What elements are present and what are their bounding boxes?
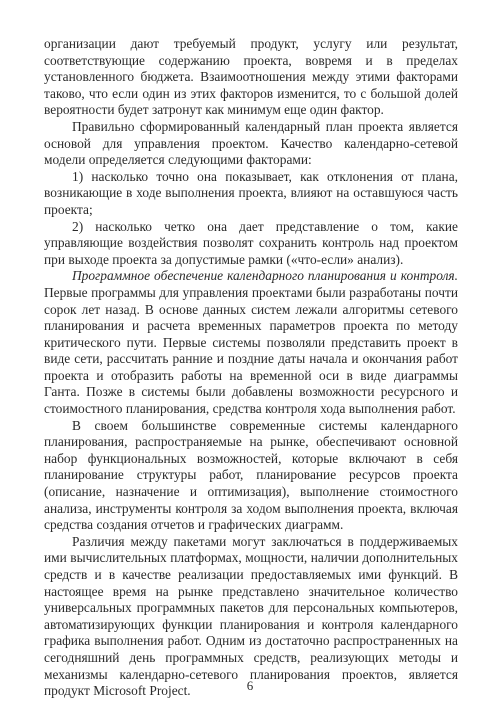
page-body <box>44 36 458 700</box>
list-item-2: 2) насколько четко она дает представление о том, какие управляющие воздействия позволят сохранить контроль над проектом при выходе проекта за допустимые рамки («что-если» анализ). <box>44 218 458 267</box>
section-heading: Программное обеспечение календарного планирования и контроля. <box>72 268 458 284</box>
paragraph-software <box>44 268 458 417</box>
paragraph-software-text: Первые программы для управления проектами были разработаны почти сорок лет назад. В основе данных систем лежали алгоритмы сетевого планирования и расчета временных параметров проекта по методу критического пути. Первые системы позволяли представить проект в виде сети, рассчитать ранние и поздние даты начала и окончания работ проекта и отобразить работы на временной оси в виде диаграммы Ганта. Позже в системы были добавлены возможности ресурсного и стоимостного планирования, средства контроля хода выполнения работ. <box>44 284 458 417</box>
paragraph-modern-systems: В своем большинстве современные системы календарного планирования, распространяемые на рынке, обеспечивают основной набор функциональных возможностей, которые включают в себя планирование структуры работ, планирование ресурсов проекта (описание, назначение и оптимизация), выполнение стоимостного анализа, инструменты контроля за ходом выполнения проекта, включая средства создания отчетов и графических диаграмм. <box>44 417 458 533</box>
list-item-1: 1) насколько точно она показывает, как отклонения от плана, возникающие в ходе выполнения проекта, влияют на оставшуюся часть проекта; <box>44 168 458 217</box>
page-number: 6 <box>246 678 254 693</box>
paragraph-2: Правильно сформированный календарный план проекта является основой для управления проектом. Качество календарно-сетевой модели определяется следующими факторами: <box>44 118 458 168</box>
paragraph-1: организации дают требуемый продукт, услугу или результат, соответствующие содержанию проекта, вовремя и в пределах установленного бюджета. Взаимоотношения между этими факторами таково, что если один из этих факторов изменится, то с большой долей вероятности будет затронут как минимум еще один фактор. <box>44 36 458 118</box>
paragraph-differences: Различия между пакетами могут заключаться в поддерживаемых ими вычислительных платформах, мощности, наличии дополнительных средств и в качестве реализации предоставляемых ими функций. В настоящее время на рынке представлено значительное количество универсальных программных пакетов для персональных компьютеров, автоматизирующих функции планирования и контроля календарного графика выполнения работ. Одним из достаточно распространенных на сегодняшний день программных средств, реализующих методы и механизмы календарно-сетевого планирования проектов, является продукт Microsoft Project. <box>44 533 458 699</box>
